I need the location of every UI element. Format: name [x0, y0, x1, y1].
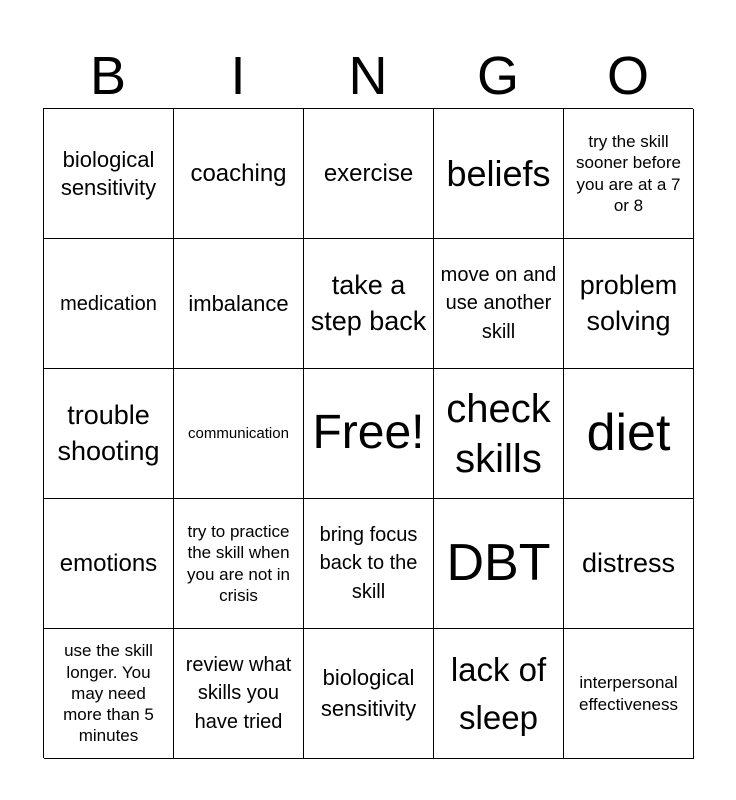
cell-text: try to practice the skill when you are not in crisis: [186, 522, 290, 605]
bingo-cell: [304, 239, 434, 369]
bingo-cell: [434, 629, 564, 759]
cell-text: beliefs: [446, 152, 551, 194]
bingo-cell: [304, 369, 434, 499]
cell-text: problem solving: [579, 270, 678, 336]
cell-text: check skills: [446, 386, 551, 481]
header-letter-g: G: [476, 46, 519, 106]
cell-text: imbalance: [188, 290, 289, 316]
bingo-cell: [434, 369, 564, 499]
header-letter-i: I: [230, 46, 246, 106]
bingo-cell: [44, 499, 174, 629]
bingo-cell: [434, 109, 564, 239]
bingo-cell: [174, 499, 304, 629]
bingo-cell: [304, 109, 434, 239]
cell-text: Free!: [312, 406, 425, 460]
cell-text: use the skill longer. You may need more than 5 minutes: [63, 641, 154, 746]
bingo-cell: [44, 239, 174, 369]
bingo-cell: [174, 629, 304, 759]
bingo-cell: [564, 629, 694, 759]
header-letter-b: B: [89, 46, 127, 106]
bingo-cell: [564, 499, 694, 629]
bingo-cell: [174, 369, 304, 499]
cell-text: DBT: [446, 533, 551, 592]
cell-text: review what skills you have tried: [185, 653, 292, 733]
cell-text: diet: [586, 403, 671, 462]
cell-text: coaching: [190, 159, 287, 187]
bingo-header: [43, 44, 693, 108]
cell-text: medication: [60, 292, 157, 315]
bingo-board: [43, 108, 693, 758]
cell-text: communication: [188, 425, 289, 442]
cell-text: bring focus back to the skill: [319, 523, 418, 603]
cell-text: biological sensitivity: [320, 664, 417, 721]
cell-text: lack of sleep: [450, 650, 547, 736]
bingo-cell: [434, 239, 564, 369]
bingo-cell: [434, 499, 564, 629]
bingo-cell: [564, 109, 694, 239]
cell-text: move on and use another skill: [440, 263, 557, 343]
bingo-cell: [564, 369, 694, 499]
cell-text: exercise: [323, 159, 414, 187]
bingo-cell: [564, 239, 694, 369]
bingo-cell: [44, 369, 174, 499]
bingo-cell: [174, 109, 304, 239]
cell-text: emotions: [59, 549, 158, 577]
header-letter-n: N: [348, 46, 388, 106]
cell-text: take a step back: [310, 269, 427, 336]
cell-text: biological sensitivity: [60, 147, 157, 200]
bingo-cell: [44, 109, 174, 239]
header-letter-o: O: [606, 46, 649, 106]
cell-text: trouble shooting: [57, 400, 160, 466]
bingo-cell: [304, 499, 434, 629]
bingo-cell: [174, 239, 304, 369]
cell-text: interpersonal effectiveness: [579, 673, 678, 714]
bingo-cell: [304, 629, 434, 759]
bingo-cell: [44, 629, 174, 759]
cell-text: distress: [581, 547, 676, 578]
cell-text: try the skill sooner before you are at a 7 or 8: [576, 132, 681, 215]
